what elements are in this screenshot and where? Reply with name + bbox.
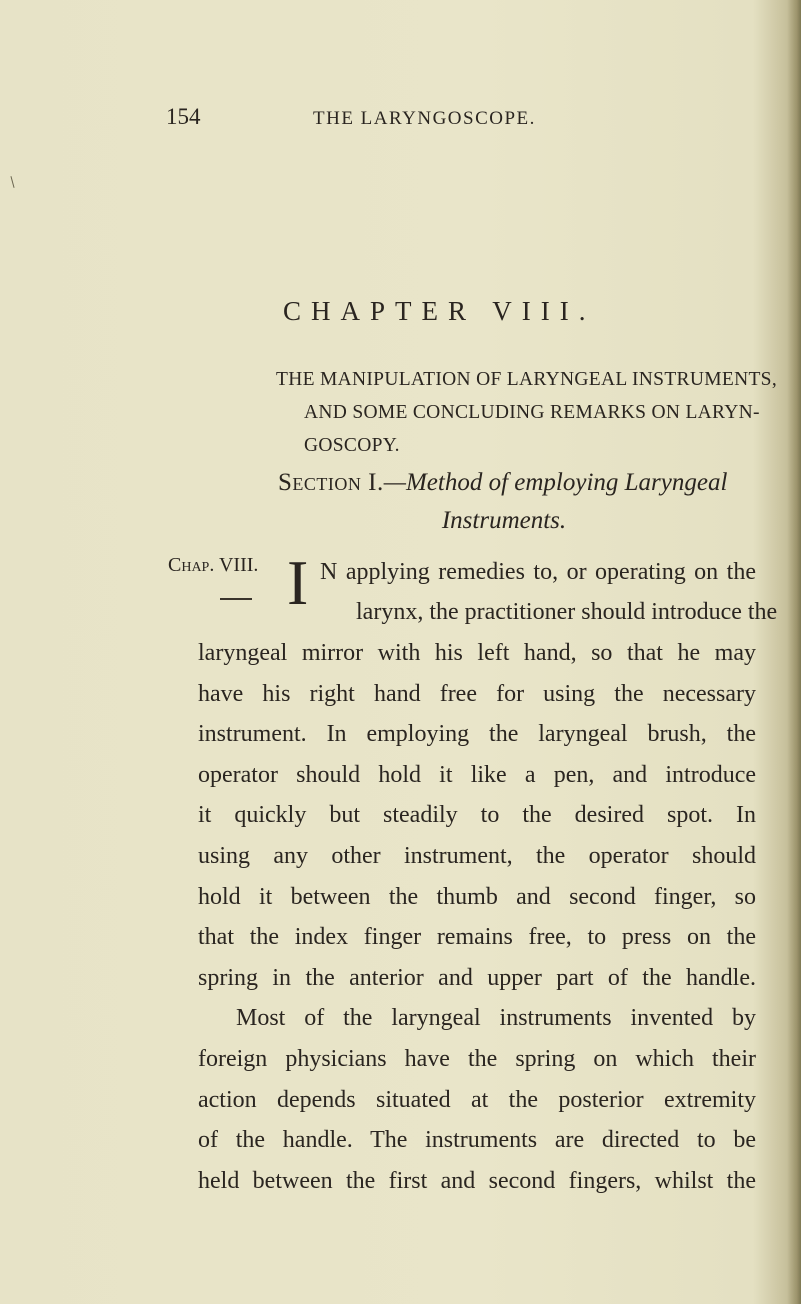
margin-chapter-note [168,554,258,577]
text-line: hold it between the thumb and second finger, so [198,883,756,910]
text-line: Most of the laryngeal instruments invented by [236,1005,756,1032]
section-title-continued: Instruments. [441,507,567,534]
body-paragraph [198,633,756,1201]
text-line: spring in the anterior and upper part of the handle. [198,964,756,991]
drop-cap: I [287,547,309,618]
opening-lines [320,552,778,632]
text-line: of the handle. The instruments are directed to be [198,1127,756,1154]
section-heading [278,464,748,540]
chapter-title: CHAPTER VIII. [283,296,596,326]
page-number: 154 [166,104,201,129]
text-line: instrument. In employing the laryngeal brush, the [198,721,756,748]
running-head: THE LARYNGOSCOPE. [313,108,536,129]
text-line: using any other instrument, the operator should [198,842,756,869]
text-line: that the index finger remains free, to press on the [198,924,756,951]
text-line: held between the first and second fingers, whilst the [198,1167,756,1194]
text-line: larynx, the practitioner should introduce the [356,599,778,625]
chapter-subtitle-line: AND SOME CONCLUDING REMARKS ON LARYN- [304,402,760,423]
margin-chapter-label: Chap. VIII. [168,554,259,576]
chapter-subtitle [276,363,777,462]
page-edge-shadow [787,0,801,1304]
chapter-subtitle-line: GOSCOPY. [304,435,400,456]
section-title: —Method of employing Laryngeal [383,469,728,496]
text-line: it quickly but steadily to the desired spot. In [198,802,756,829]
text-line: action depends situated at the posterior extremity [198,1086,756,1113]
margin-rule [220,598,252,600]
text-line: laryngeal mirror with his left hand, so that he may [198,640,756,666]
text-line: N applying remedies to, or operating on the [320,559,756,585]
text-line: have his right hand free for using the necessary [198,680,756,707]
text-line: foreign physicians have the spring on which their [198,1045,756,1072]
chapter-subtitle-line: THE MANIPULATION OF LARYNGEAL INSTRUMENTS, [276,369,777,390]
text-line: operator should hold it like a pen, and introduce [198,761,756,788]
section-label: Section I. [278,469,384,496]
